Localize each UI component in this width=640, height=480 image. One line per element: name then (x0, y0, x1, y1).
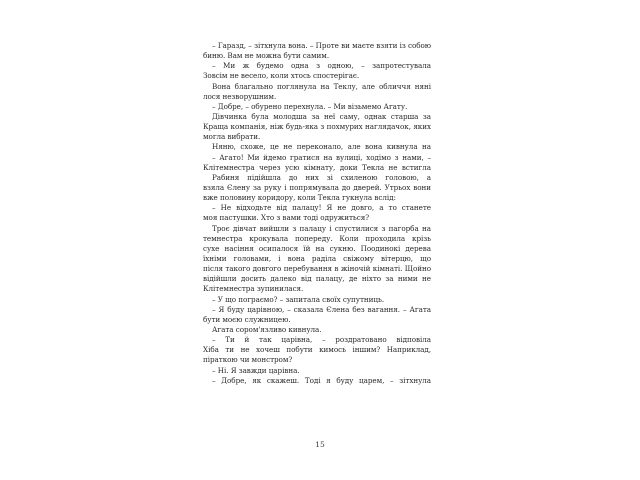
text-line: моя пастушки. Хто з вами тоді одружиться? (203, 213, 370, 223)
text-line: Зовсім не весело, коли хтось спостерігає. (203, 71, 360, 81)
text-line: Хіба ти не хочеш побути кимось іншим? Наприклад, (203, 345, 431, 355)
text-line: – Ні. Я завжди царівна. (212, 365, 300, 375)
text-line: Троє дівчат вийшли з палацу і спустилися з пагорба на (212, 223, 431, 233)
text-line: Рабиня підійшла до них зі схиленою головою, а (212, 172, 431, 182)
page-text (203, 41, 431, 386)
page-number: 15 (315, 440, 325, 449)
text-line: – Агато! Ми йдемо гратися на вулиці, ходімо з нами, – (212, 152, 431, 162)
text-line: піраткою чи монстром? (203, 355, 293, 365)
text-line: – Я буду царівною, – сказала Єлена без вагання. – Агата (212, 304, 431, 314)
text-line: биню. Вам не можна бути самим. (203, 51, 330, 61)
text-line: бути моєю служницею. (203, 314, 291, 324)
text-line: Клітемнестра через усю кімнату, доки Текла не встигла (203, 162, 431, 172)
text-line: Агата сором'язливо кивнула. (212, 324, 322, 334)
text-line: – Гаразд, – зітхнула вона. – Проте ви маєте взяти із собою (212, 41, 431, 50)
text-line: лося незворушним. (203, 91, 277, 101)
text-line: Дівчинка була молодша за неї саму, однак старша за (212, 111, 431, 121)
text-line: Няню, схоже, це не переконало, але вона кивнула на (212, 142, 431, 152)
text-line: – У що пограємо? – запитала своїх супутниць. (212, 294, 385, 304)
text-line: вже половину коридору, коли Текла гукнула вслід: (203, 193, 396, 203)
text-line: Краща компанія, ніж будь-яка з похмурих наглядачок, яких (203, 122, 431, 132)
text-line: після такого довгого перебування в жіночій кімнаті. Щойно (203, 264, 431, 274)
text-line: – Ми ж будемо одна з одною, – запротестувала (212, 61, 431, 71)
text-line: Вона благально поглянула на Теклу, але обличчя няні (212, 81, 431, 91)
text-line: сухе насіння осипалося їй на сукню. Поодинокі дерева (203, 243, 431, 253)
text-line: могла вибрати. (203, 132, 261, 142)
text-line: – Ти й так царівна, – роздратовано відповіла (212, 335, 431, 345)
text-line: відійшли досить далеко від палацу, де ніхто за ними не (203, 274, 431, 284)
text-line: – Добре, – обурено перехнула. – Ми візьмемо Агату. (212, 101, 408, 111)
text-line: темнестра крокувала попереду. Коли проходила крізь (203, 233, 431, 243)
text-line: їхніми головами, і вона раділа свіжому вітерцю, що (203, 253, 431, 263)
text-line: – Не відходьте від палацу! Я не довго, а то станете (212, 203, 431, 213)
text-line: – Добре, як скажеш. Тоді я буду царем, – зітхнула (212, 375, 431, 385)
text-line: Клітемнестра зупинилася. (203, 284, 304, 294)
text-line: взяла Єлену за руку і попрямувала до дверей. Утрьох вони (203, 182, 431, 192)
